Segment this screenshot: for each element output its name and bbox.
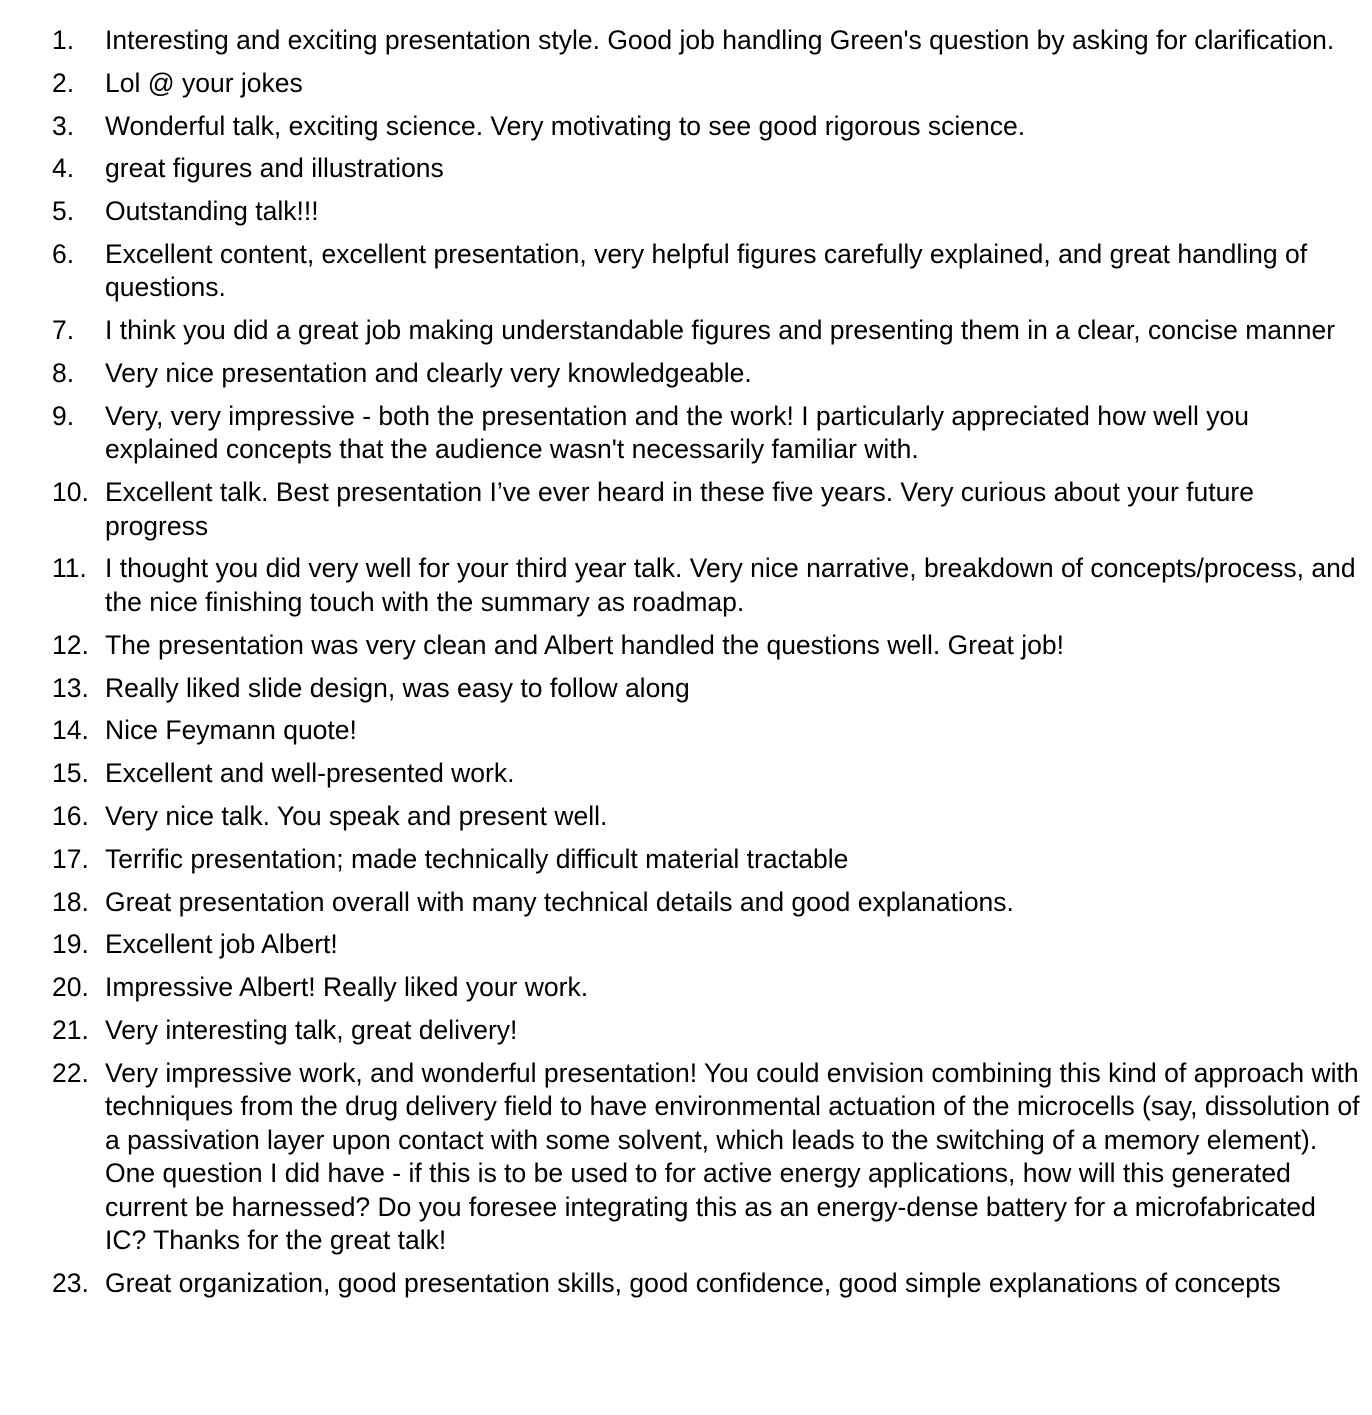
comment-item: [0, 552, 1372, 619]
comment-number: 12.: [52, 629, 89, 660]
comment-text: Impressive Albert! Really liked your work.: [105, 972, 589, 1003]
comment-number: 20.: [52, 972, 89, 1003]
comment-number: 17.: [52, 843, 89, 874]
comment-text: Very interesting talk, great delivery!: [105, 1014, 518, 1045]
comment-number: 11.: [52, 553, 87, 584]
comment-number: 4.: [52, 153, 75, 184]
comment-item: [0, 67, 1372, 101]
comment-text: Very impressive work, and wonderful presentation! You could envision combining this kind of approach with techniques from the drug delivery field to have environmental actuation of the microcells (say, dissolution of a passivation layer upon contact with some solvent, which leads to the switching of a memory element). One question I did have - if this is to be used to for active energy applications, how will this generated current be harnessed? Do you foresee integrating this as an energy-dense battery for a microfabricated IC? Thanks for the great talk!: [105, 1057, 1360, 1256]
comment-text: Lol @ your jokes: [105, 67, 303, 98]
comment-text: Interesting and exciting presentation style. Good job handling Green's question by asking for clarification.: [105, 25, 1335, 55]
comment-item: [0, 195, 1372, 229]
comment-number: 21.: [52, 1014, 89, 1045]
comment-number: 8.: [52, 358, 75, 389]
comment-item: [0, 152, 1372, 186]
comment-text: Wonderful talk, exciting science. Very motivating to see good rigorous science.: [105, 110, 1026, 141]
comment-text: Terrific presentation; made technically difficult material tractable: [105, 843, 849, 874]
comment-number: 7.: [52, 315, 75, 346]
comment-text: Very nice presentation and clearly very knowledgeable.: [105, 358, 752, 389]
comment-number: 22.: [52, 1057, 89, 1088]
comment-item: [0, 714, 1372, 748]
comment-number: 6.: [52, 238, 75, 269]
comment-list: [0, 24, 1372, 1301]
comment-item: [0, 672, 1372, 706]
comment-item: [0, 110, 1372, 144]
comment-number: 3.: [52, 110, 75, 141]
comment-text: The presentation was very clean and Albert handled the questions well. Great job!: [105, 629, 1064, 660]
comment-item: [0, 357, 1372, 391]
comment-text: Excellent content, excellent presentation, very helpful figures carefully explained, and great handling of questions.: [105, 238, 1308, 303]
comment-item: [0, 843, 1372, 877]
comment-number: 23.: [52, 1268, 89, 1299]
comment-text: Excellent talk. Best presentation I’ve ever heard in these five years. Very curious about your future progress: [105, 477, 1254, 541]
comment-item: [0, 1057, 1372, 1258]
comment-number: 18.: [52, 886, 89, 917]
comment-text: Great presentation overall with many technical details and good explanations.: [105, 886, 1014, 917]
comment-number: 19.: [52, 929, 89, 960]
comment-number: 10.: [52, 477, 89, 508]
comment-text: Outstanding talk!!!: [105, 196, 319, 227]
comment-item: [0, 886, 1372, 920]
comment-number: 13.: [52, 672, 89, 703]
comment-number: 14.: [52, 715, 89, 746]
comment-item: [0, 757, 1372, 791]
comment-item: [0, 476, 1372, 543]
comment-item: [0, 238, 1372, 305]
comment-item: [0, 971, 1372, 1005]
comment-text: I thought you did very well for your third year talk. Very nice narrative, breakdown of concepts/process, and the nice finishing touch with the summary as roadmap.: [105, 553, 1356, 617]
comment-item: [0, 400, 1372, 467]
comment-number: 5.: [52, 196, 75, 227]
comment-text: Very, very impressive - both the presentation and the work! I particularly appreciated how well you explained concepts that the audience wasn't necessarily familiar with.: [105, 400, 1249, 465]
comment-text: Excellent and well-presented work.: [105, 758, 515, 789]
comment-item: [0, 629, 1372, 663]
comment-number: 15.: [52, 758, 89, 789]
comment-number: 9.: [52, 400, 75, 431]
comment-number: 16.: [52, 800, 89, 831]
comment-text: Really liked slide design, was easy to follow along: [105, 672, 690, 703]
comment-item: [0, 1267, 1372, 1301]
comment-text: Great organization, good presentation skills, good confidence, good simple explanations of concepts: [105, 1268, 1281, 1299]
comment-text: Excellent job Albert!: [105, 929, 338, 960]
comment-number: 1.: [52, 25, 75, 55]
comment-text: I think you did a great job making understandable figures and presenting them in a clear, concise manner: [105, 315, 1336, 346]
comment-number: 2.: [52, 67, 75, 98]
comment-text: Very nice talk. You speak and present well.: [105, 800, 608, 831]
comment-item: [0, 800, 1372, 834]
comment-item: [0, 1014, 1372, 1048]
comment-item: [0, 24, 1372, 58]
comment-text: Nice Feymann quote!: [105, 715, 357, 746]
comment-item: [0, 928, 1372, 962]
comment-item: [0, 314, 1372, 348]
comment-text: great figures and illustrations: [105, 153, 444, 184]
